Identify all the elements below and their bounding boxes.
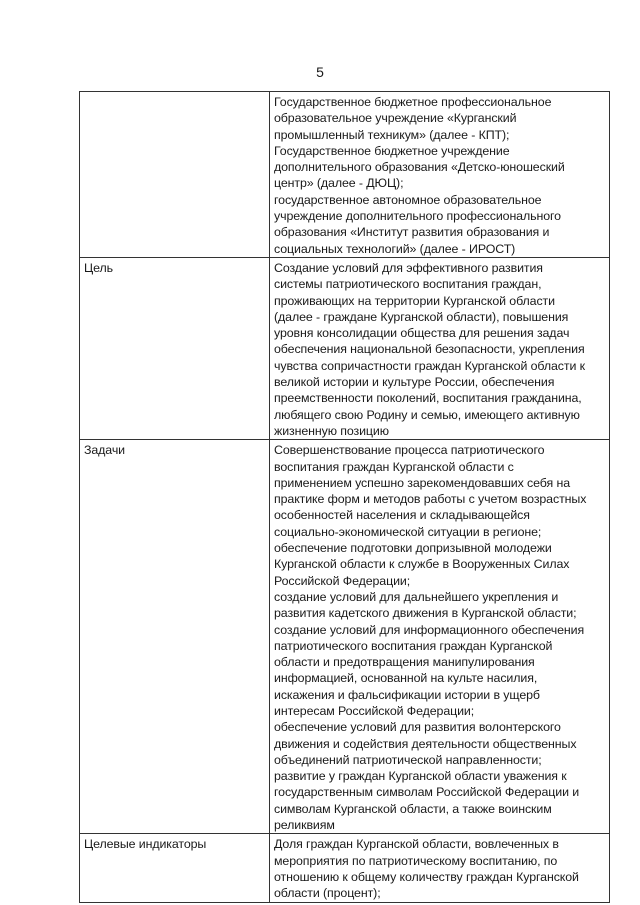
passport-table	[79, 91, 610, 903]
text-line: социальных технологий» (далее - ИРОСТ)	[274, 241, 516, 256]
text-line: жизненную позицию	[274, 423, 389, 438]
text-line: образования «Институт развития образования и	[274, 225, 550, 240]
row-label: Целевые индикаторы	[80, 834, 270, 902]
text-line: обеспечения национальной безопасности, укрепления	[274, 342, 585, 357]
text-line: развития кадетского движения в Курганской области;	[274, 606, 577, 621]
text-line: движения и содействия деятельности общественных	[274, 736, 577, 751]
text-line: воспитания граждан Курганской области с	[274, 459, 514, 474]
text-line: государственное автономное образовательное	[274, 192, 542, 207]
text-line: Государственное бюджетное учреждение	[274, 143, 510, 158]
row-label: Цель	[80, 257, 270, 439]
row-text	[270, 257, 610, 439]
table-row	[80, 440, 610, 834]
text-line: промышленный техникум» (далее - КПТ);	[274, 127, 510, 142]
text-line: обеспечение подготовки допризывной молодежи	[274, 541, 552, 556]
text-line: дополнительного образования «Детско-юношеский	[274, 160, 565, 175]
text-line: Курганской области к службе в Вооруженных Силах	[274, 557, 570, 572]
table-row	[80, 92, 610, 258]
text-line: великой истории и культуре России, обеспечения	[274, 375, 555, 390]
text-line: мероприятия по патриотическому воспитанию, по	[274, 853, 558, 868]
text-line: Доля граждан Курганской области, вовлеченных в	[274, 837, 559, 852]
text-line: системы патриотического воспитания граждан,	[274, 277, 542, 292]
row-label: Задачи	[80, 440, 270, 834]
text-line: развитие у граждан Курганской области уважения к	[274, 769, 567, 784]
text-line: Государственное бюджетное профессиональное	[274, 95, 552, 109]
text-line: государственным символам Российской Федерации и	[274, 785, 580, 800]
text-line: социально-экономической ситуации в регионе;	[274, 524, 542, 539]
text-line: преемственности поколений, воспитания гражданина,	[274, 391, 582, 406]
text-line: особенностей населения и складывающейся	[274, 508, 530, 523]
text-line: объединений патриотической направленности;	[274, 752, 542, 767]
text-line: любящего свою Родину и семью, имеющего активную	[274, 407, 580, 422]
text-line: центр» (далее - ДЮЦ);	[274, 176, 404, 191]
text-line: практике форм и методов работы с учетом возрастных	[274, 492, 587, 507]
row-text	[270, 834, 610, 902]
text-line: (далее - граждане Курганской области), повышения	[274, 309, 569, 324]
text-line: уровня консолидации общества для решения задач	[274, 326, 570, 341]
row-label	[80, 92, 270, 258]
text-line: области и предотвращения манипулирования	[274, 655, 535, 670]
text-line: области (процент);	[274, 886, 381, 901]
text-line: Совершенствование процесса патриотического	[274, 443, 545, 458]
text-line: создание условий для информационного обеспечения	[274, 622, 585, 637]
text-line: патриотического воспитания граждан Курганской	[274, 638, 553, 653]
text-line: чувства сопричастности граждан Курганской области к	[274, 358, 585, 373]
row-text	[270, 440, 610, 834]
text-line: учреждение дополнительного профессионального	[274, 209, 561, 224]
text-line: искажения и фальсификации истории в ущерб	[274, 687, 540, 702]
text-line: Создание условий для эффективного развития	[274, 260, 543, 275]
table-row	[80, 834, 610, 902]
page-number: 5	[316, 64, 324, 80]
text-line: образовательное учреждение «Курганский	[274, 111, 517, 126]
text-line: Российской Федерации;	[274, 573, 411, 588]
row-text	[270, 92, 610, 258]
text-line: символам Курганской области, а также воинским	[274, 801, 552, 816]
text-line: отношению к общему количеству граждан Курганской	[274, 869, 579, 884]
text-line: обеспечение условий для развития волонтерского	[274, 720, 561, 735]
text-line: информацией, основанной на культе насилия,	[274, 671, 538, 686]
text-line: проживающих на территории Курганской области	[274, 293, 555, 308]
text-line: создание условий для дальнейшего укрепления и	[274, 589, 559, 604]
text-line: реликвиям	[274, 818, 335, 833]
text-line: интересам Российской Федерации;	[274, 703, 475, 718]
text-line: применением успешно зарекомендовавших себя на	[274, 475, 571, 490]
table-row	[80, 257, 610, 439]
